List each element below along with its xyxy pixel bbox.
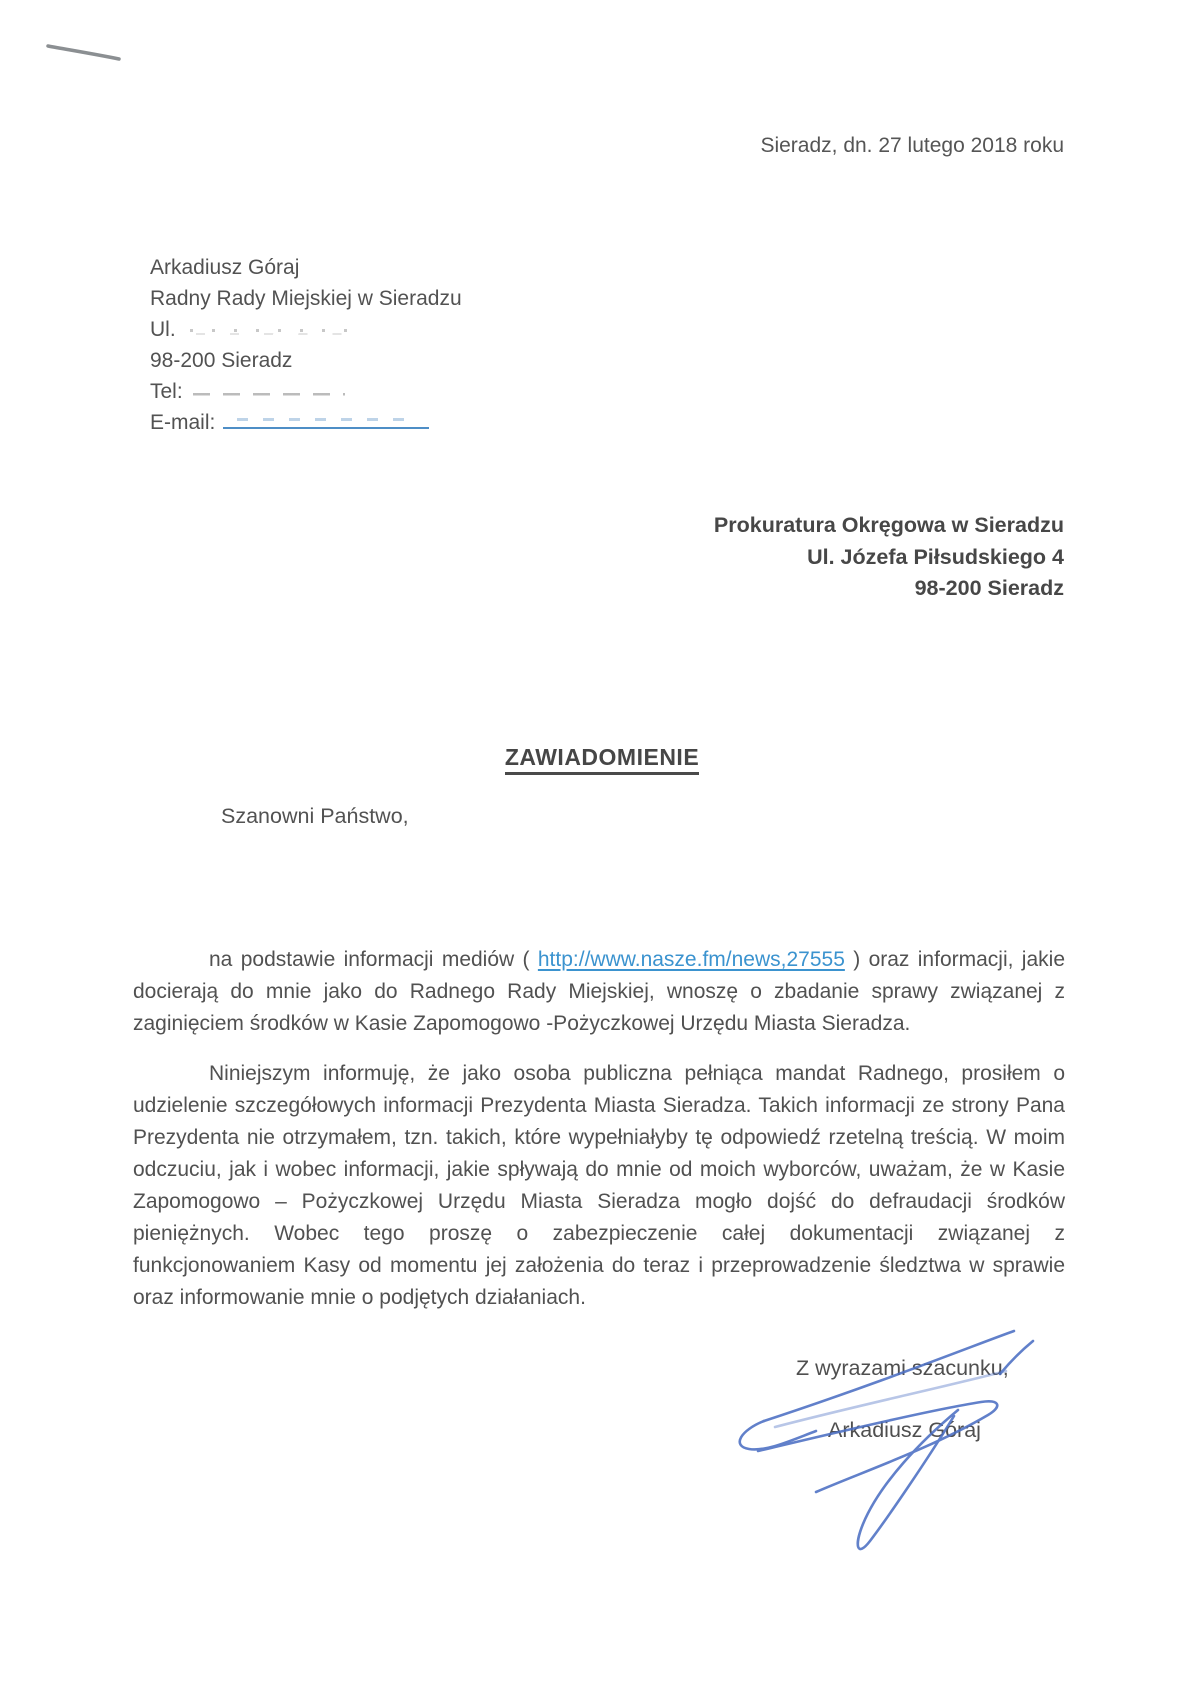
recipient-line: Prokuratura Okręgowa w Sieradzu — [713, 513, 1064, 537]
sender-phone-label: Tel: — [150, 380, 183, 403]
letter-heading: ZAWIADOMIENIE — [505, 744, 699, 775]
sender-name: Arkadiusz Góraj — [150, 256, 300, 279]
redacted-phone-number — [193, 388, 345, 396]
scan-artifact-mark — [0, 0, 200, 120]
recipient-line: Ul. Józefa Piłsudskiego 4 — [807, 544, 1064, 569]
sender-street-line — [150, 314, 462, 345]
paragraph1-text-after-link: ) oraz informacji, jakie docierają do mnie jako do Radnego Rady Miejskiej, wnoszę o zbadanie sprawy związanej z zaginięciem środków w Kasie Zapomogowo -Pożyczkowej Urzędu Miasta Sieradza. — [133, 948, 1065, 1035]
heading-wrap — [0, 744, 1204, 775]
sender-street-label: Ul. — [150, 318, 176, 341]
sender-email-line — [150, 407, 462, 438]
recipient-line: 98-200 Sieradz — [914, 576, 1064, 600]
body-paragraph-2: Niniejszym informuję, że jako osoba publiczna pełniąca mandat Radnego, prosiłem o udzielenie szczegółowych informacji Prezydenta Miasta Sieradza. Takich informacji ze strony Pana Prezydenta nie otrzymałem, tzn. takich, które wypełniałyby tę odpowiedź rzetelną treścią. W moim odczuciu, jak i wobec informacji, jakie spływają do mnie od moich wyborców, uważam, że w Kasie Zapomogowo – Pożyczkowej Urzędu Miasta Sieradza mogło dojść do defraudacji środków pieniężnych. Wobec tego proszę o zabezpieczenie całej dokumentacji związanej z funkcjonowaniem Kasy od momentu jej założenia do teraz i przeprowadzenie śledztwa w sprawie oraz informowanie mnie o podjętych działaniach. — [133, 1062, 1065, 1309]
sender-email-label: E-mail: — [150, 411, 216, 434]
redacted-street-text — [190, 325, 358, 335]
typed-signature-name: Arkadiusz Góraj — [828, 1418, 981, 1442]
sender-postal-city: 98-200 Sieradz — [150, 349, 293, 372]
sender-block — [150, 252, 462, 438]
body-paragraph-1 — [133, 944, 1065, 1040]
redacted-email-address — [223, 411, 429, 429]
recipient-block — [714, 510, 1064, 605]
closing-phrase: Z wyrazami szacunku, — [796, 1356, 1009, 1380]
salutation: Szanowni Państwo, — [221, 804, 409, 828]
news-hyperlink[interactable]: http://www.nasze.fm/news,27555 — [537, 948, 845, 971]
sender-role: Radny Rady Miejskiej w Sieradzu — [150, 287, 462, 310]
sender-phone-line — [150, 376, 462, 407]
paragraph1-text-before-link: na podstawie informacji mediów ( — [209, 948, 538, 971]
letter-date: Sieradz, dn. 27 lutego 2018 roku — [760, 134, 1064, 157]
